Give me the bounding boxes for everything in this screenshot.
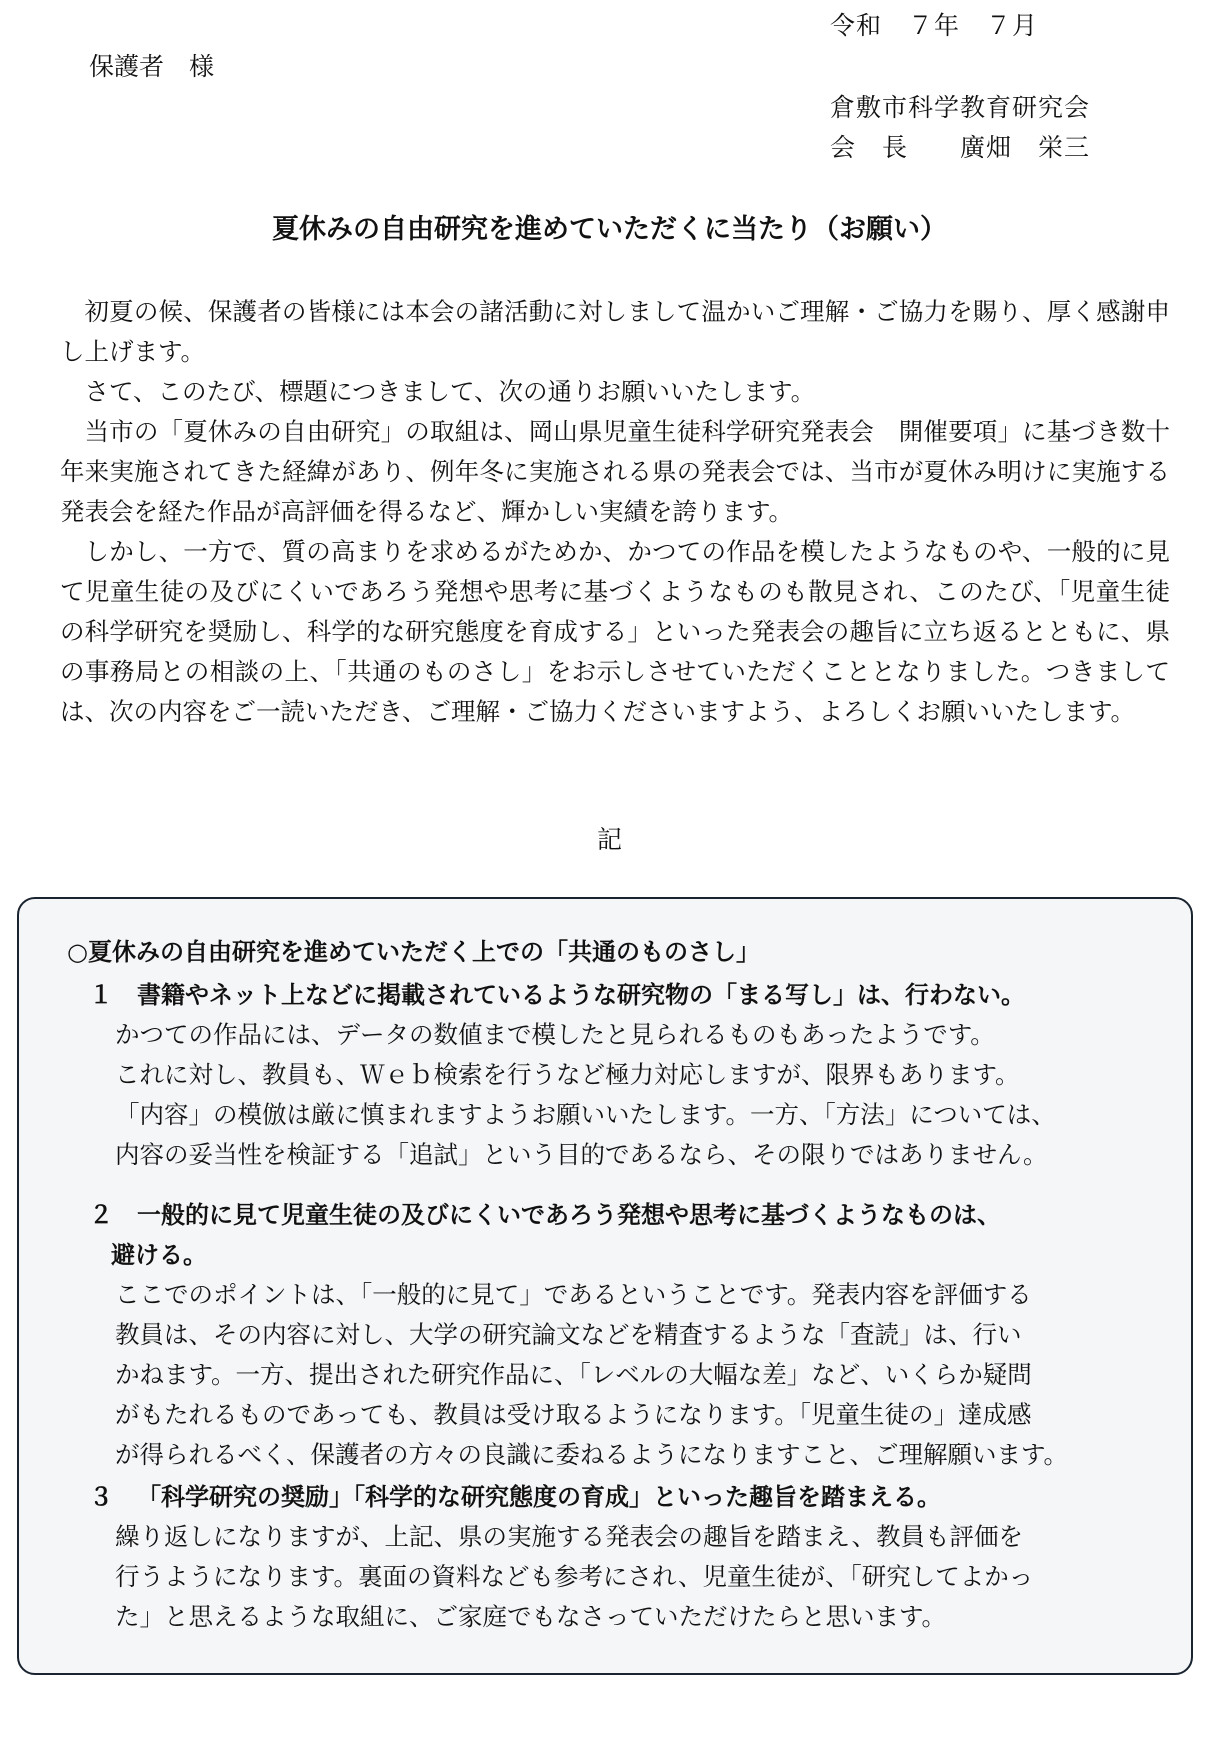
item-body bbox=[115, 1275, 1167, 1475]
paragraph: 初夏の候、保護者の皆様には本会の諸活動に対しまして温かいご理解・ご協力を賜り、厚く感謝申し上げます。 bbox=[60, 297, 1170, 366]
item-line: た」と思えるような取組に、ご家庭でもなさっていただけたらと思います。 bbox=[115, 1602, 947, 1631]
paragraph: しかし、一方で、質の高まりを求めるがためか、かつての作品を模したようなものや、一般的に見て児童生徒の及びにくいであろう発想や思考に基づくようなものも散見され、このたび、「児童生徒の科学研究を奨励し、科学的な研究態度を育成する」といった発表会の趣旨に立ち返るとともに、県の事務局との相談の上、「共通のものさし」をお示しさせていただくこととなりました。つきましては、次の内容をご一読いただき、ご理解・ご協力くださいますよう、よろしくお願いいたします。 bbox=[60, 537, 1170, 726]
item-line: かねます。一方、提出された研究作品に、「レベルの大幅な差」など、いくらか疑問 bbox=[115, 1360, 1032, 1389]
item-line: 「内容」の模倣は厳に慎まれますようお願いいたします。一方、「方法」については、 bbox=[115, 1100, 1056, 1129]
letter-body bbox=[60, 292, 1170, 732]
criteria-item-1 bbox=[89, 975, 1179, 1175]
item-title: 書籍やネット上などに掲載されているような研究物の「まる写し」は、行わない。 bbox=[137, 981, 1025, 1009]
item-heading bbox=[89, 975, 1179, 1015]
item-line: 繰り返しになりますが、上記、県の実施する発表会の趣旨を踏まえ、教員も評価を bbox=[115, 1522, 1023, 1551]
item-heading-cont bbox=[111, 1235, 1179, 1275]
item-body bbox=[115, 1015, 1167, 1175]
item-line: これに対し、教員も、Ｗｅｂ検索を行うなど極力対応しますが、限界もあります。 bbox=[115, 1060, 1020, 1089]
item-number: ２ bbox=[89, 1201, 113, 1229]
item-number: ３ bbox=[89, 1483, 113, 1511]
date: 令和 ７年 ７月 bbox=[830, 11, 1039, 40]
item-heading bbox=[89, 1477, 1179, 1517]
paragraph: さて、このたび、標題につきまして、次の通りお願いいたします。 bbox=[84, 377, 816, 406]
item-line: 内容の妥当性を検証する「追試」という目的であるなら、その限りではありません。 bbox=[115, 1140, 1048, 1169]
criteria-item-3 bbox=[89, 1477, 1179, 1637]
item-line: 教員は、その内容に対し、大学の研究論文などを精査するような「査読」は、行い bbox=[115, 1320, 1022, 1349]
common-criteria-box bbox=[17, 897, 1193, 1675]
item-title: 「科学研究の奨励」「科学的な研究態度の育成」といった趣旨を踏まえる。 bbox=[137, 1483, 941, 1511]
paragraph: 当市の「夏休みの自由研究」の取組は、岡山県児童生徒科学研究発表会 開催要項」に基づき数十年来実施されてきた経緯があり、例年冬に実施される県の発表会では、当市が夏休み明けに実施する発表会を経た作品が高評価を得るなど、輝かしい実績を誇ります。 bbox=[60, 417, 1170, 526]
item-heading bbox=[89, 1195, 1179, 1235]
ki-marker: 記 bbox=[596, 825, 622, 854]
document-title: 夏休みの自由研究を進めていただくに当たり（お願い） bbox=[272, 214, 947, 245]
item-line: かつての作品には、データの数値まで模したと見られるものもあったようです。 bbox=[115, 1020, 995, 1049]
item-number: １ bbox=[89, 981, 113, 1009]
item-line: ここでのポイントは、「一般的に見て」であるということです。発表内容を評価する bbox=[115, 1280, 1032, 1309]
item-line: 行うようになります。裏面の資料なども参考にされ、児童生徒が、「研究してよかっ bbox=[115, 1562, 1034, 1591]
organization-name: 倉敷市科学教育研究会 bbox=[830, 93, 1091, 122]
criteria-item-2 bbox=[89, 1195, 1179, 1475]
recipient: 保護者 様 bbox=[89, 52, 215, 81]
chair-name: 会 長 廣畑 栄三 bbox=[830, 133, 1091, 162]
box-heading: ○夏休みの自由研究を進めていただく上での「共通のものさし」 bbox=[67, 938, 760, 966]
item-title: 一般的に見て児童生徒の及びにくいであろう発想や思考に基づくようなものは、 bbox=[137, 1201, 1001, 1229]
item-line: が得られるべく、保護者の方々の良識に委ねるようになりますこと、ご理解願います。 bbox=[115, 1440, 1069, 1469]
item-line: がもたれるものであっても、教員は受け取るようになります。「児童生徒の」達成感 bbox=[115, 1400, 1032, 1429]
item-title-cont: 避ける。 bbox=[111, 1241, 207, 1269]
item-body bbox=[115, 1517, 1167, 1637]
